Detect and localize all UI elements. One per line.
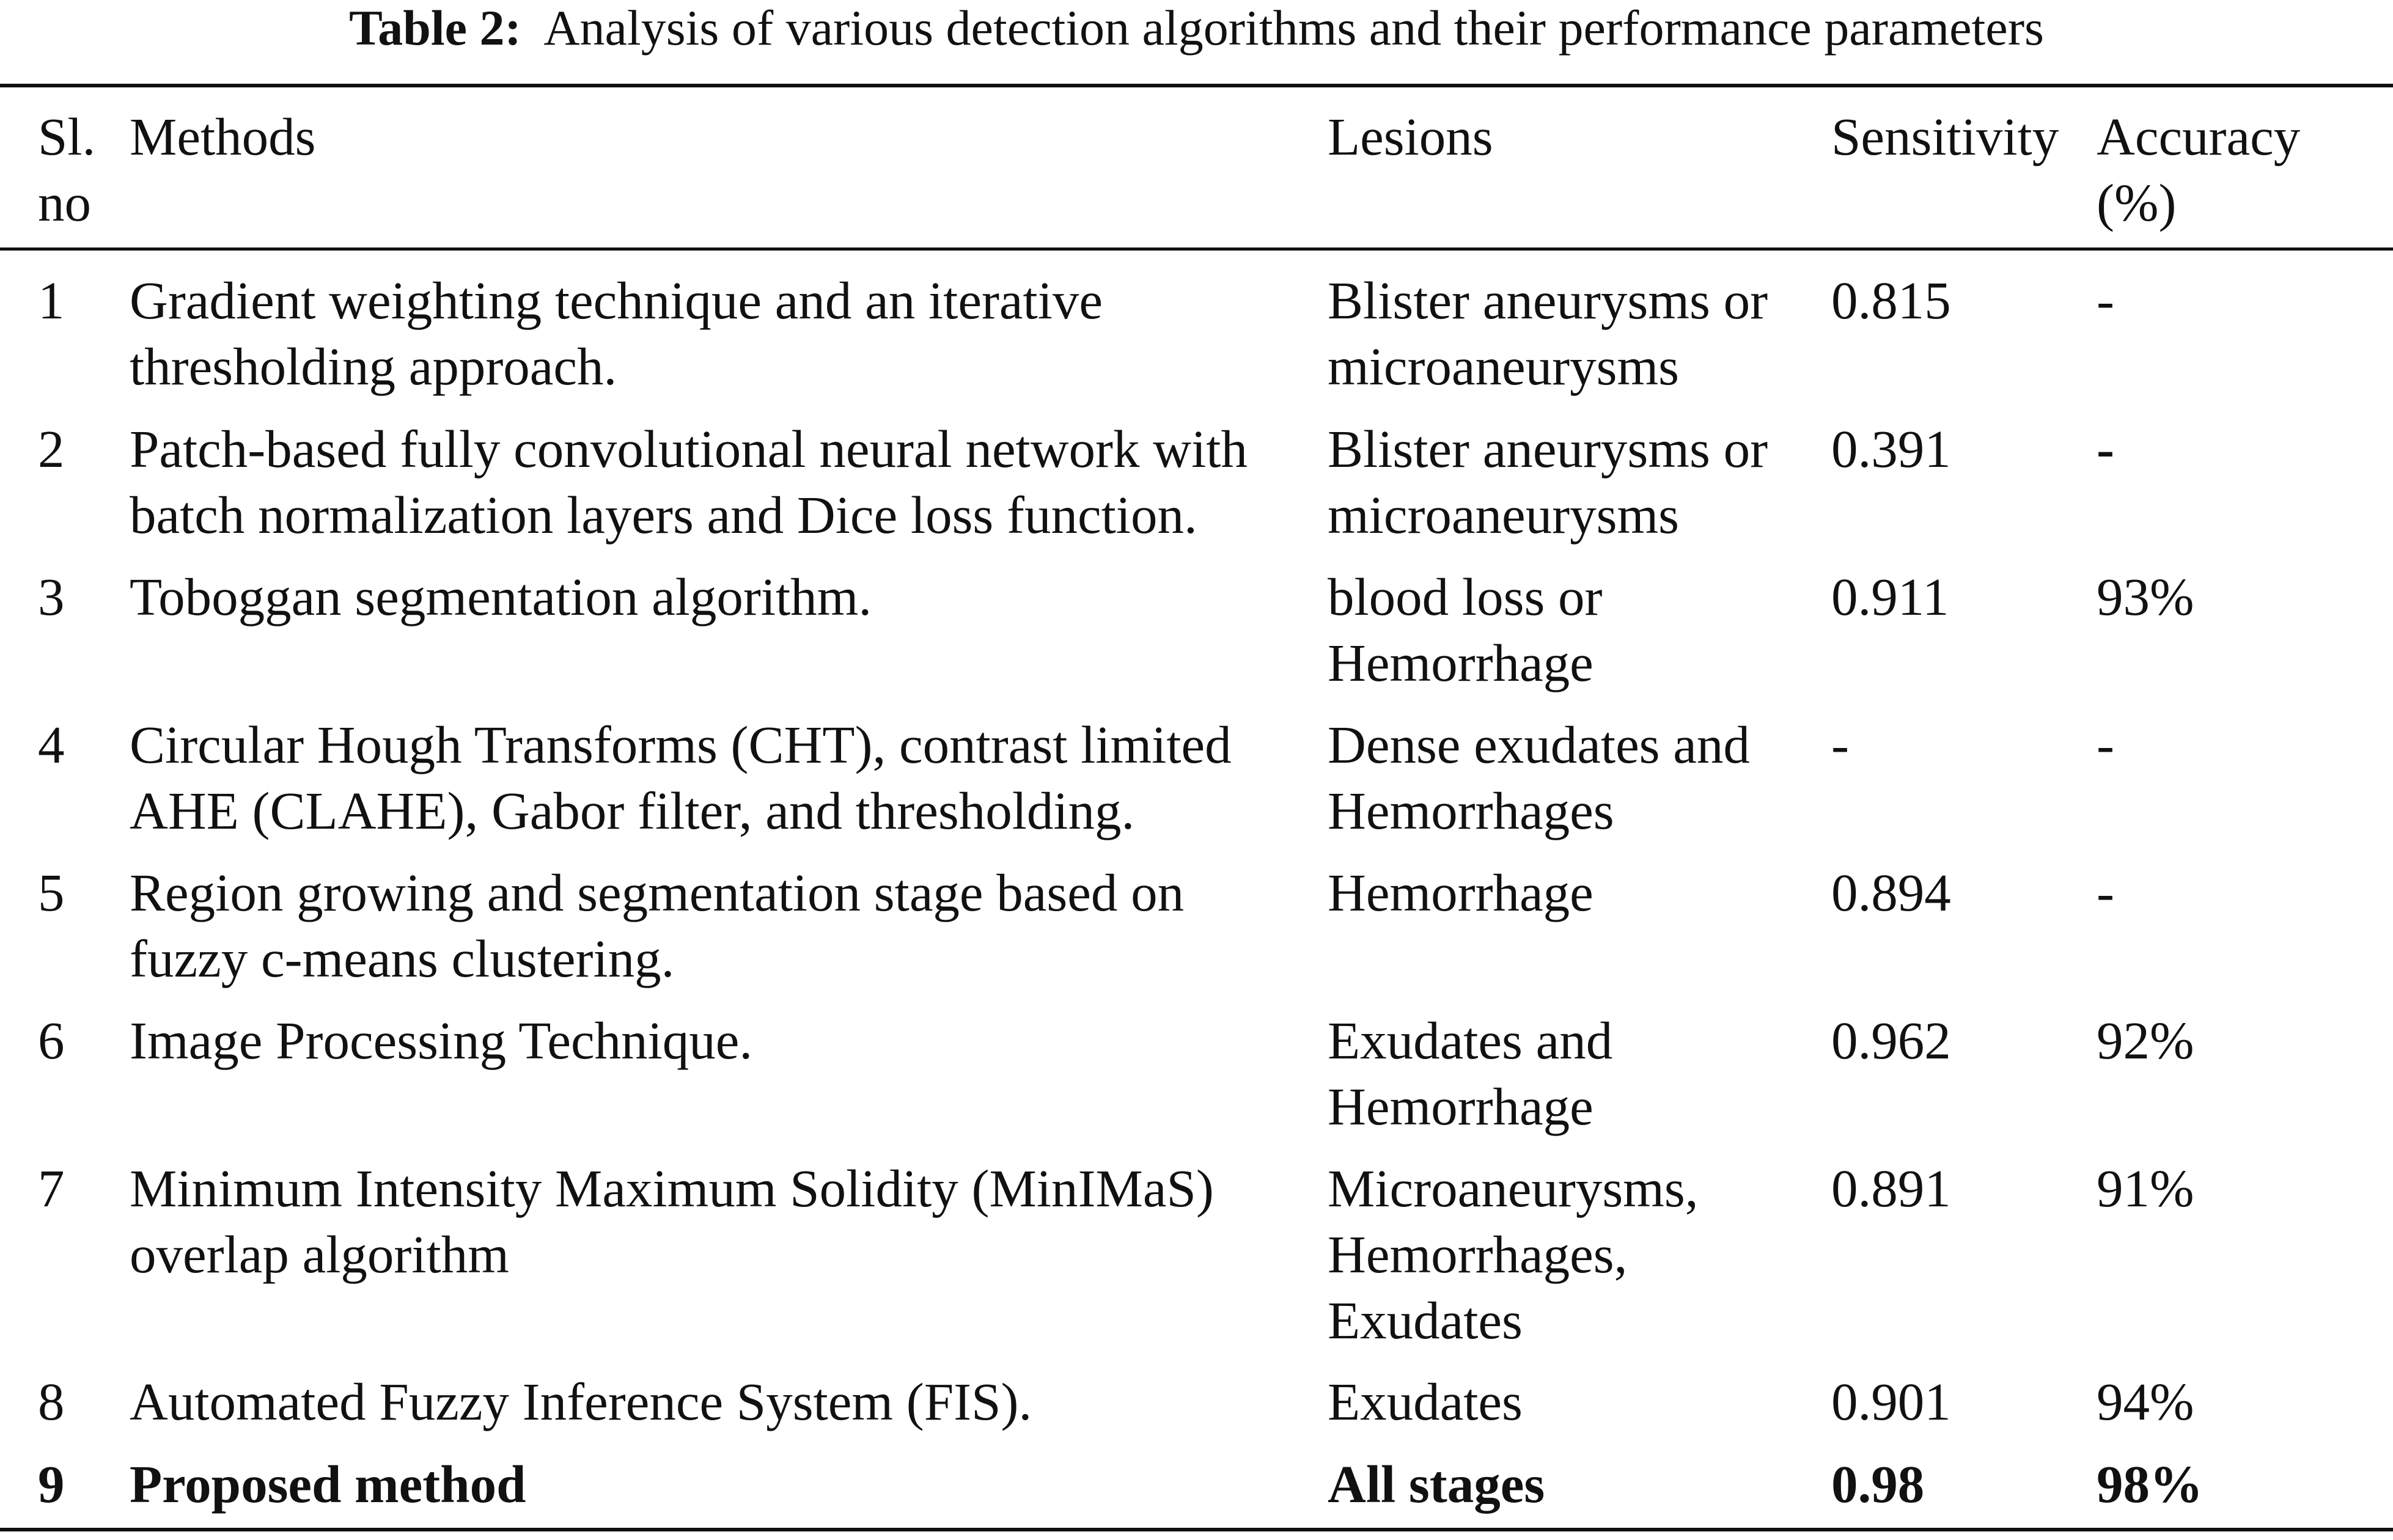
header-sensitivity-line-1: Sensitivity — [1831, 107, 2059, 166]
row-6-accuracy: 92% — [2097, 1011, 2194, 1070]
row-5-method-line-2: fuzzy c-means clustering. — [130, 929, 675, 988]
row-9-lesion-line-1: All stages — [1328, 1454, 1545, 1514]
row-9-sensitivity: 0.98 — [1831, 1454, 1925, 1514]
row-4-lesion-line-2: Hemorrhages — [1328, 781, 1614, 840]
row-2-lesion-line-2: microaneurysms — [1328, 485, 1680, 544]
row-6-lesion — [1328, 1008, 1829, 1140]
row-7-lesion-line-1: Microaneurysms, — [1328, 1159, 1699, 1218]
header-sl-no-line-1: Sl. — [38, 107, 96, 166]
row-8-method — [130, 1369, 1321, 1435]
row-8-sensitivity: 0.901 — [1831, 1372, 1951, 1431]
row-3-lesion — [1328, 564, 1829, 696]
row-5-lesion — [1328, 860, 1829, 926]
row-5-no: 5 — [38, 863, 65, 922]
row-6-method — [130, 1008, 1321, 1074]
row-8-lesion-line-1: Exudates — [1328, 1372, 1523, 1431]
header-lesions — [1328, 104, 1829, 170]
row-2-method-line-2: batch normalization layers and Dice loss function. — [130, 485, 1197, 544]
header-accuracy-line-2: (%) — [2097, 173, 2177, 232]
row-9-lesion — [1328, 1451, 1829, 1517]
row-7-method-line-2: overlap algorithm — [130, 1225, 509, 1284]
header-sl-no-line-2: no — [38, 173, 91, 232]
table-caption-text: Analysis of various detection algorithms and their performance parameters — [543, 0, 2044, 56]
row-9-accuracy: 98% — [2097, 1454, 2203, 1514]
row-2-lesion — [1328, 416, 1829, 548]
row-8-accuracy: 94% — [2097, 1372, 2194, 1431]
row-4-accuracy: - — [2097, 715, 2114, 774]
row-8-no: 8 — [38, 1372, 65, 1431]
row-4-no: 4 — [38, 715, 65, 774]
table-top-rule — [0, 84, 2393, 87]
row-7-method-line-1: Minimum Intensity Maximum Solidity (MinIMaS) — [130, 1159, 1214, 1218]
row-4-lesion-line-1: Dense exudates and — [1328, 715, 1750, 774]
row-2-sensitivity: 0.391 — [1831, 419, 1951, 479]
row-2-no: 2 — [38, 419, 65, 479]
row-7-lesion-line-3: Exudates — [1328, 1291, 1523, 1350]
row-7-no: 7 — [38, 1159, 65, 1218]
row-6-method-line-1: Image Processing Technique. — [130, 1011, 753, 1070]
row-6-lesion-line-2: Hemorrhage — [1328, 1077, 1593, 1136]
row-6-sensitivity: 0.962 — [1831, 1011, 1951, 1070]
row-3-lesion-line-2: Hemorrhage — [1328, 633, 1593, 692]
header-lesions-line-1: Lesions — [1328, 107, 1493, 166]
row-2-lesion-line-1: Blister aneurysms or — [1328, 419, 1768, 479]
row-5-lesion-line-1: Hemorrhage — [1328, 863, 1593, 922]
row-1-accuracy: - — [2097, 271, 2114, 330]
row-3-sensitivity: 0.911 — [1831, 567, 1949, 626]
row-5-method-line-1: Region growing and segmentation stage based on — [130, 863, 1185, 922]
table-caption-label: Table 2: — [349, 0, 521, 56]
row-7-lesion-line-2: Hemorrhages, — [1328, 1225, 1628, 1284]
row-3-lesion-line-1: blood loss or — [1328, 567, 1603, 626]
row-6-lesion-line-1: Exudates and — [1328, 1011, 1613, 1070]
row-5-accuracy: - — [2097, 863, 2114, 922]
row-4-method-line-1: Circular Hough Transforms (CHT), contrast limited — [130, 715, 1232, 774]
row-3-method-line-1: Toboggan segmentation algorithm. — [130, 567, 872, 626]
row-1-lesion-line-1: Blister aneurysms or — [1328, 271, 1768, 330]
row-4-method-line-2: AHE (CLAHE), Gabor filter, and thresholding. — [130, 781, 1135, 840]
row-4-lesion — [1328, 712, 1829, 844]
header-methods-line-1: Methods — [130, 107, 316, 166]
row-2-method — [130, 416, 1321, 548]
header-accuracy-line-1: Accuracy — [2097, 107, 2301, 166]
row-3-method — [130, 564, 1321, 630]
row-1-lesion-line-2: microaneurysms — [1328, 337, 1680, 396]
row-1-sensitivity: 0.815 — [1831, 271, 1951, 330]
table-caption — [0, 0, 2393, 79]
row-1-lesion — [1328, 268, 1829, 400]
row-9-method — [130, 1451, 1321, 1517]
header-methods — [130, 104, 1321, 170]
row-7-sensitivity: 0.891 — [1831, 1159, 1951, 1218]
row-3-accuracy: 93% — [2097, 567, 2194, 626]
row-1-method-line-1: Gradient weighting technique and an iterative — [130, 271, 1103, 330]
row-9-no: 9 — [38, 1454, 65, 1514]
row-2-method-line-1: Patch-based fully convolutional neural network with — [130, 419, 1248, 479]
header-sl-no — [38, 104, 123, 236]
header-accuracy — [2097, 104, 2384, 236]
row-8-lesion — [1328, 1369, 1829, 1435]
row-5-method — [130, 860, 1321, 992]
row-7-lesion — [1328, 1156, 1829, 1354]
row-8-method-line-1: Automated Fuzzy Inference System (FIS). — [130, 1372, 1032, 1431]
row-2-accuracy: - — [2097, 419, 2114, 479]
row-4-sensitivity: - — [1831, 715, 1849, 774]
row-4-method — [130, 712, 1321, 844]
row-1-method-line-2: thresholding approach. — [130, 337, 617, 396]
header-sensitivity — [1831, 104, 2088, 170]
row-3-no: 3 — [38, 567, 65, 626]
row-6-no: 6 — [38, 1011, 65, 1070]
row-1-no: 1 — [38, 271, 65, 330]
row-7-accuracy: 91% — [2097, 1159, 2194, 1218]
row-1-method — [130, 268, 1321, 400]
row-5-sensitivity: 0.894 — [1831, 863, 1951, 922]
table-header-rule — [0, 248, 2393, 251]
row-9-method-line-1: Proposed method — [130, 1454, 526, 1514]
table-bottom-rule — [0, 1528, 2393, 1531]
row-7-method — [130, 1156, 1321, 1288]
